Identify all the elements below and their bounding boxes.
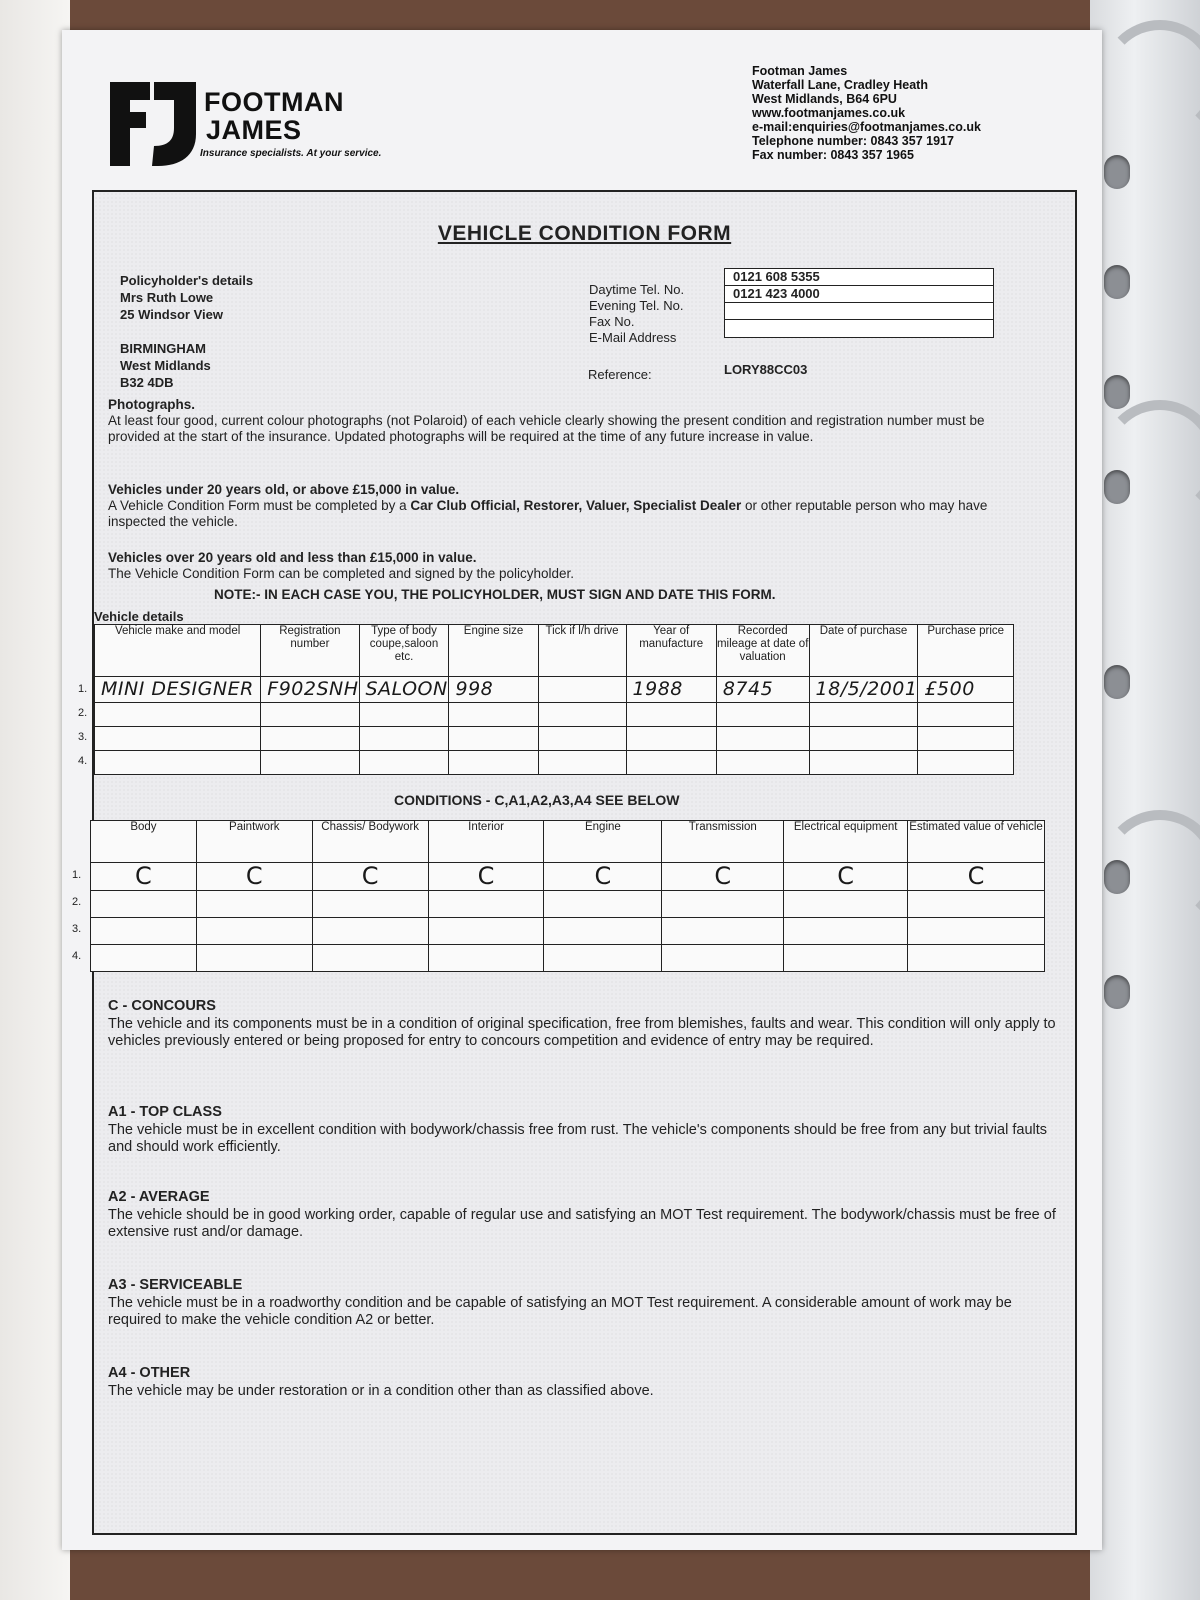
logo-tagline: Insurance specialists. At your service. <box>200 148 382 159</box>
form-sheet <box>62 30 1102 1550</box>
contact-labels: Daytime Tel. No. Evening Tel. No. Fax No. E-Mail Address <box>589 282 685 345</box>
binder-sleeve <box>1090 0 1200 1600</box>
table-row <box>95 703 1014 727</box>
definition-concours: C - CONCOURS The vehicle and its components must be in a condition of original specification, free from blemishes, faults and wear. This condition will only apply to vehicles previously entered or being proposed for entry to concours competition and evidence of entry may be required. <box>108 998 1056 1049</box>
photographs-section: Photographs. At least four good, current colour photographs (not Polaroid) of each vehicle clearly showing the present condition and registration number must be provided at the start of the insurance. Updated photographs will be required at the time of any future increase in value. <box>108 397 985 444</box>
contact-fields <box>724 268 994 338</box>
vehicle-row-numbers: 1. 2. 3. 4. <box>78 683 88 767</box>
form-body <box>72 190 1077 1535</box>
fax-field[interactable] <box>725 303 993 320</box>
punch-hole <box>1104 375 1130 409</box>
punch-hole <box>1104 975 1130 1009</box>
over-20-section: Vehicles over 20 years old and less than £15,000 in value. The Vehicle Condition Form can be completed and signed by the policyholder. <box>108 550 575 581</box>
conditions-heading: CONDITIONS - C,A1,A2,A3,A4 SEE BELOW <box>394 792 680 808</box>
table-row: MINI DESIGNER F902SNH SALOON 998 1988 8745 18/5/2001 £500 <box>95 677 1014 703</box>
definition-other: A4 - OTHER The vehicle may be under restoration or in a condition other than as classified above. <box>108 1365 654 1399</box>
definition-serviceable: A3 - SERVICEABLE The vehicle must be in a roadworthy condition and be capable of satisfying an MOT Test requirement. A considerable amount of work may be required to make the vehicle condition A2 or better. <box>108 1277 1012 1328</box>
evening-tel-field[interactable]: 0121 423 4000 <box>725 286 993 303</box>
definition-average: A2 - AVERAGE The vehicle should be in good working order, capable of regular use and satisfying an MOT Test requirement. The bodywork/chassis must be free of extensive rust and/or damage. <box>108 1189 1056 1240</box>
form-title: VEHICLE CONDITION FORM <box>437 222 732 245</box>
fj-logo-icon <box>110 82 198 166</box>
binder-left-edge <box>0 0 70 1600</box>
binder-ring <box>1100 20 1200 140</box>
table-header-row: Body Paintwork Chassis/ Bodywork Interior Engine Transmission Electrical equipment Estimated value of vehicle <box>91 821 1045 863</box>
table-row: C C C C C C C C <box>91 863 1045 891</box>
policyholder-details: Policyholder's details Mrs Ruth Lowe 25 Windsor View BIRMINGHAM West Midlands B32 4DB <box>120 273 254 390</box>
punch-hole <box>1104 665 1130 699</box>
signature-note: NOTE:- IN EACH CASE YOU, THE POLICYHOLDER, MUST SIGN AND DATE THIS FORM. <box>214 587 776 602</box>
reference-label: Reference: <box>588 367 652 382</box>
under-20-section: Vehicles under 20 years old, or above £15,000 in value. A Vehicle Condition Form must be completed by a Car Club Official, Restorer, Valuer, Specialist Dealer or other reputable person who may have inspected the vehicle. <box>108 482 988 529</box>
table-row <box>95 727 1014 751</box>
table-row <box>91 918 1045 945</box>
vehicle-details-table <box>94 624 1014 775</box>
table-row <box>95 751 1014 775</box>
table-row <box>91 891 1045 918</box>
table-header-row: Vehicle make and model Registration number Type of body coupe,saloon etc. Engine size Tick if l/h drive Year of manufacture Recorded mileage at date of valuation Date of purchase Purchase price <box>95 625 1014 677</box>
logo-wordmark: FOOTMAN JAMES <box>204 87 344 145</box>
condition-table <box>90 820 1045 972</box>
reference-value: LORY88CC03 <box>724 362 808 377</box>
company-logo <box>110 82 400 172</box>
punch-hole <box>1104 155 1130 189</box>
company-address: Footman James Waterfall Lane, Cradley Heath West Midlands, B64 6PU www.footmanjames.co.uk e-mail:enquiries@footmanjames.co.uk Telephone number: 0843 357 1917 Fax number: 0843 357 1965 <box>752 64 981 162</box>
daytime-tel-field[interactable]: 0121 608 5355 <box>725 269 993 286</box>
vehicle-details-label: Vehicle details <box>94 609 184 624</box>
table-row <box>91 945 1045 972</box>
email-field[interactable] <box>725 320 993 337</box>
binder-ring <box>1100 810 1200 930</box>
definition-top-class: A1 - TOP CLASS The vehicle must be in excellent condition with bodywork/chassis free from rust. The vehicle's components should be free from any but trivial faults and should work efficiently. <box>108 1104 1048 1155</box>
condition-row-numbers: 1. 2. 3. 4. <box>72 869 82 962</box>
punch-hole <box>1104 265 1130 299</box>
